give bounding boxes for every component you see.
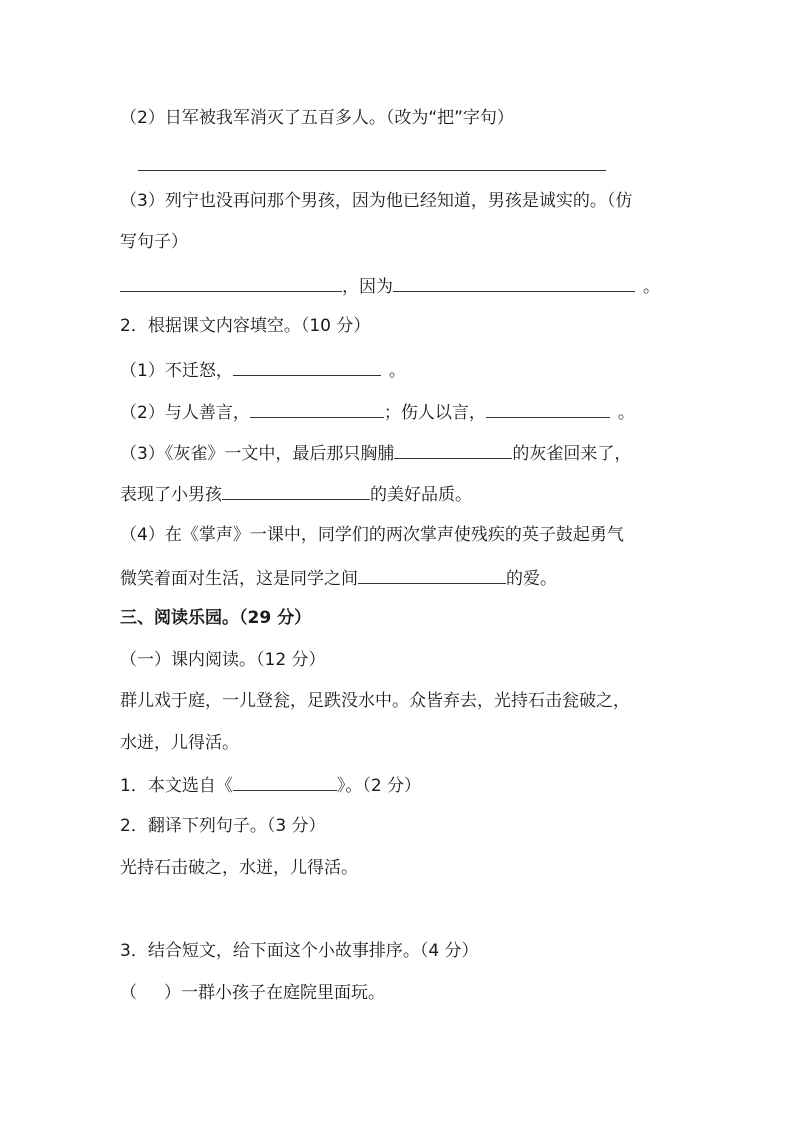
question-text: 的爱。 (506, 569, 557, 589)
reading-question-1 (120, 772, 421, 798)
question-2-2 (120, 106, 514, 130)
answer-blank[interactable] (250, 399, 384, 418)
connector-text: ；伤人以言， (383, 403, 486, 423)
question-text: （2）与人善言， (120, 403, 250, 423)
question-text: 1．本文选自《 (120, 776, 233, 796)
heading-text: （一）课内阅读。（12 分） (120, 650, 326, 670)
fill-item-4-line1 (120, 523, 624, 547)
question-text: 的灰雀回来了， (512, 444, 632, 464)
question-text: 2．翻译下列句子。（3 分） (120, 816, 326, 836)
question-text: （4）在《掌声》一课中，同学们的两次掌声使残疾的英子鼓起勇气 (120, 525, 624, 545)
answer-blank[interactable] (233, 772, 337, 791)
answer-blank[interactable] (393, 273, 635, 292)
question-2-3-answer (120, 273, 660, 299)
question-2-heading (120, 314, 370, 338)
question-text: 微笑着面对生活，这是同学之间 (120, 569, 358, 589)
fill-item-2 (120, 399, 635, 425)
passage-line1 (120, 689, 630, 713)
connector-text: ，因为 (342, 277, 393, 297)
ordering-item-1 (120, 981, 385, 1005)
question-text: 3．结合短文，给下面这个小故事排序。（4 分） (120, 941, 479, 961)
answer-blank[interactable] (233, 357, 381, 376)
question-text: （2）日军被我军消灭了五百多人。（改为“把”字句） (120, 108, 514, 128)
question-2-3-line2 (120, 230, 188, 254)
passage-line2 (120, 731, 239, 755)
passage-text: 群儿戏于庭，一儿登瓮，足跌没水中。众皆弃去，光持石击瓮破之， (120, 691, 630, 711)
passage-text: 水迸，儿得活。 (120, 733, 239, 753)
fill-item-4-line2 (120, 565, 557, 591)
reading-question-2 (120, 814, 326, 838)
end-punct: 。 (388, 361, 406, 381)
answer-blank[interactable] (358, 565, 506, 584)
reading-question-3 (120, 939, 479, 963)
heading-text: 2．根据课文内容填空。（10 分） (120, 316, 371, 336)
section-3-heading (120, 606, 311, 630)
question-text: （3）列宁也没再问那个男孩，因为他已经知道，男孩是诚实的。（仿 (120, 191, 633, 211)
answer-blank[interactable] (120, 273, 342, 292)
question-2-3-line1 (120, 189, 632, 213)
question-text: （1）不迁怒， (120, 361, 233, 381)
end-punct: 。 (643, 277, 660, 297)
end-punct: 。 (617, 403, 635, 423)
question-text: 写句子） (120, 232, 188, 252)
sentence-text: 光持石击破之，水迸，儿得活。 (120, 858, 358, 878)
fill-item-1 (120, 357, 406, 383)
answer-blank[interactable] (138, 152, 606, 171)
heading-text: 三、阅读乐园。（29 分） (120, 608, 312, 628)
answer-blank[interactable] (394, 440, 512, 459)
fill-item-3-line1 (120, 440, 631, 466)
question-text: 表现了小男孩 (120, 485, 222, 505)
question-text: 的美好品质。 (370, 485, 472, 505)
question-text: （3）《灰雀》一文中，最后那只胸脯 (120, 444, 395, 464)
translate-sentence (120, 856, 358, 880)
answer-blank[interactable] (222, 481, 370, 500)
subsection-heading (120, 648, 326, 672)
ordering-text: （ ）一群小孩子在庭院里面玩。 (120, 983, 386, 1003)
question-text: 》。（2 分） (336, 776, 422, 796)
answer-blank[interactable] (486, 399, 610, 418)
fill-item-3-line2 (120, 481, 472, 507)
